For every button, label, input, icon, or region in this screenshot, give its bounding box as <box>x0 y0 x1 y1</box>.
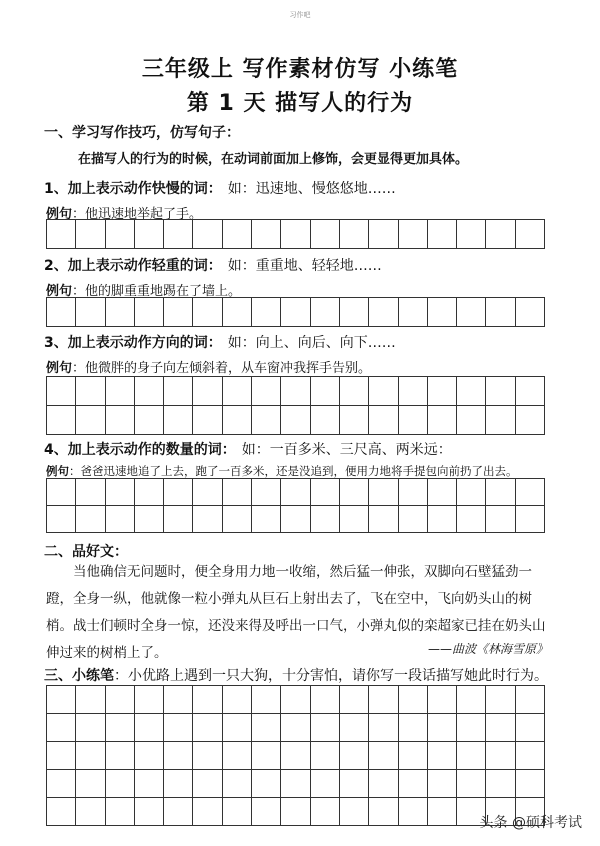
grid-cell[interactable] <box>135 298 164 327</box>
grid-cell[interactable] <box>428 714 457 742</box>
grid-cell[interactable] <box>399 479 428 506</box>
grid-cell[interactable] <box>340 479 369 506</box>
grid-cell[interactable] <box>340 377 369 406</box>
grid-cell[interactable] <box>428 377 457 406</box>
item-3-example <box>46 357 371 376</box>
writing-grid-4[interactable] <box>46 478 545 533</box>
grid-cell[interactable] <box>252 298 281 327</box>
grid-cell[interactable] <box>457 220 486 249</box>
writing-tip: 在描写人的行为的时候，在动词前面加上修饰，会更显得更加具体。 <box>78 152 469 167</box>
grid-cell[interactable] <box>135 770 164 798</box>
grid-cell[interactable] <box>223 298 252 327</box>
grid-cell[interactable] <box>516 770 545 798</box>
grid-cell[interactable] <box>193 798 222 826</box>
grid-cell[interactable] <box>311 377 340 406</box>
grid-cell[interactable] <box>399 298 428 327</box>
grid-cell[interactable] <box>135 742 164 770</box>
grid-cell[interactable] <box>281 377 310 406</box>
grid-cell[interactable] <box>340 686 369 714</box>
grid-cell[interactable] <box>457 686 486 714</box>
grid-cell[interactable] <box>516 742 545 770</box>
grid-cell[interactable] <box>164 479 193 506</box>
grid-cell[interactable] <box>135 686 164 714</box>
grid-cell[interactable] <box>311 686 340 714</box>
grid-cell[interactable] <box>47 506 76 533</box>
grid-cell[interactable] <box>193 406 222 435</box>
grid-cell[interactable] <box>399 406 428 435</box>
grid-cell[interactable] <box>281 742 310 770</box>
grid-cell[interactable] <box>193 479 222 506</box>
writing-grid-2[interactable] <box>46 297 545 327</box>
grid-cell[interactable] <box>311 770 340 798</box>
example-text: ：他迅速地举起了手。 <box>72 207 203 222</box>
grid-cell[interactable] <box>252 506 281 533</box>
item-1-examples: 如：迅速地、慢悠悠地…… <box>227 181 396 197</box>
grid-cell[interactable] <box>47 377 76 406</box>
model-paragraph: 当他确信无问题时，便全身用力地一收缩，然后猛一伸张，双脚向石壁猛劲一蹬，全身一纵，他就像一粒小弹丸从巨石上射出去了，飞在空中，飞向奶头山的树梢。战士们顿时全身一惊，还没来得及呼出一口气，小弹丸似的栾超家已挂在奶头山伸过来的树梢上了。 <box>46 564 546 661</box>
grid-cell[interactable] <box>486 298 515 327</box>
grid-cell[interactable] <box>281 298 310 327</box>
grid-cell[interactable] <box>252 798 281 826</box>
grid-cell[interactable] <box>47 686 76 714</box>
grid-cell[interactable] <box>106 479 135 506</box>
grid-cell[interactable] <box>340 506 369 533</box>
item-2-examples: 如：重重地、轻轻地…… <box>227 258 382 274</box>
grid-cell[interactable] <box>106 220 135 249</box>
grid-cell[interactable] <box>76 479 105 506</box>
grid-cell[interactable] <box>428 798 457 826</box>
grid-cell[interactable] <box>340 714 369 742</box>
grid-cell[interactable] <box>399 714 428 742</box>
item-2-label: 2、加上表示动作轻重的词： <box>44 258 222 274</box>
grid-cell[interactable] <box>281 220 310 249</box>
section1-heading: 一、学习写作技巧，仿写句子： <box>44 125 240 141</box>
grid-cell[interactable] <box>369 377 398 406</box>
grid-cell[interactable] <box>369 798 398 826</box>
grid-cell[interactable] <box>516 406 545 435</box>
grid-cell[interactable] <box>457 479 486 506</box>
grid-cell[interactable] <box>223 770 252 798</box>
grid-cell[interactable] <box>164 714 193 742</box>
grid-cell[interactable] <box>340 798 369 826</box>
grid-cell[interactable] <box>369 686 398 714</box>
grid-cell[interactable] <box>47 298 76 327</box>
grid-cell[interactable] <box>428 506 457 533</box>
grid-cell[interactable] <box>47 798 76 826</box>
item-1-label: 1、加上表示动作快慢的词： <box>44 181 222 197</box>
grid-cell[interactable] <box>486 714 515 742</box>
grid-cell[interactable] <box>76 377 105 406</box>
grid-cell[interactable] <box>106 686 135 714</box>
grid-cell[interactable] <box>47 406 76 435</box>
example-text: ：他微胖的身子向左倾斜着，从车窗冲我挥手告别。 <box>72 361 372 376</box>
grid-cell[interactable] <box>516 506 545 533</box>
grid-cell[interactable] <box>193 220 222 249</box>
grid-cell[interactable] <box>193 714 222 742</box>
grid-cell[interactable] <box>135 220 164 249</box>
grid-cell[interactable] <box>47 742 76 770</box>
grid-cell[interactable] <box>47 479 76 506</box>
grid-cell[interactable] <box>223 479 252 506</box>
item-2-heading <box>44 255 382 275</box>
watermark-footer: 头条 @硕科考试 <box>479 815 582 831</box>
grid-cell[interactable] <box>486 770 515 798</box>
grid-cell[interactable] <box>281 506 310 533</box>
grid-cell[interactable] <box>457 406 486 435</box>
grid-cell[interactable] <box>106 714 135 742</box>
grid-cell[interactable] <box>76 770 105 798</box>
grid-cell[interactable] <box>47 714 76 742</box>
page-subtitle: 第 1 天 描写人的行为 <box>186 91 414 116</box>
grid-cell[interactable] <box>486 220 515 249</box>
grid-cell[interactable] <box>369 298 398 327</box>
item-1-heading <box>44 178 396 198</box>
grid-cell[interactable] <box>252 377 281 406</box>
grid-cell[interactable] <box>193 770 222 798</box>
grid-cell[interactable] <box>106 798 135 826</box>
grid-cell[interactable] <box>223 506 252 533</box>
grid-cell[interactable] <box>106 298 135 327</box>
grid-cell[interactable] <box>516 479 545 506</box>
grid-cell[interactable] <box>369 220 398 249</box>
page-header: 习作吧 <box>289 11 311 19</box>
grid-cell[interactable] <box>340 742 369 770</box>
grid-cell[interactable] <box>428 479 457 506</box>
grid-cell[interactable] <box>193 506 222 533</box>
source-attribution: ——曲波《林海雪原》 <box>427 642 548 656</box>
section2-heading: 二、品好文： <box>44 544 128 560</box>
grid-cell[interactable] <box>516 714 545 742</box>
page-title: 三年级上 写作素材仿写 小练笔 <box>141 57 459 82</box>
grid-cell[interactable] <box>281 686 310 714</box>
grid-cell[interactable] <box>516 298 545 327</box>
grid-cell[interactable] <box>47 770 76 798</box>
grid-cell[interactable] <box>486 742 515 770</box>
grid-cell[interactable] <box>106 406 135 435</box>
grid-cell[interactable] <box>486 377 515 406</box>
grid-cell[interactable] <box>193 298 222 327</box>
grid-cell[interactable] <box>340 298 369 327</box>
grid-cell[interactable] <box>193 377 222 406</box>
grid-cell[interactable] <box>369 714 398 742</box>
grid-cell[interactable] <box>369 479 398 506</box>
grid-cell[interactable] <box>47 220 76 249</box>
grid-cell[interactable] <box>76 298 105 327</box>
grid-cell[interactable] <box>311 506 340 533</box>
grid-cell[interactable] <box>252 714 281 742</box>
grid-cell[interactable] <box>252 770 281 798</box>
grid-cell[interactable] <box>135 714 164 742</box>
writing-grid-1[interactable] <box>46 219 545 249</box>
grid-cell[interactable] <box>106 742 135 770</box>
grid-cell[interactable] <box>311 742 340 770</box>
grid-cell[interactable] <box>486 686 515 714</box>
grid-cell[interactable] <box>311 298 340 327</box>
grid-cell[interactable] <box>252 742 281 770</box>
grid-cell[interactable] <box>76 714 105 742</box>
grid-cell[interactable] <box>223 742 252 770</box>
item-3-label: 3、加上表示动作方向的词： <box>44 335 222 351</box>
grid-cell[interactable] <box>252 220 281 249</box>
writing-grid-3[interactable] <box>46 376 545 435</box>
example-label: 例句 <box>46 361 73 376</box>
grid-cell[interactable] <box>428 770 457 798</box>
grid-cell[interactable] <box>399 686 428 714</box>
grid-cell[interactable] <box>76 406 105 435</box>
grid-cell[interactable] <box>135 506 164 533</box>
grid-cell[interactable] <box>135 798 164 826</box>
grid-cell[interactable] <box>399 770 428 798</box>
grid-cell[interactable] <box>281 770 310 798</box>
grid-cell[interactable] <box>164 220 193 249</box>
grid-cell[interactable] <box>223 798 252 826</box>
grid-cell[interactable] <box>457 714 486 742</box>
grid-cell[interactable] <box>311 406 340 435</box>
grid-cell[interactable] <box>399 220 428 249</box>
grid-cell[interactable] <box>252 686 281 714</box>
grid-cell[interactable] <box>106 377 135 406</box>
grid-cell[interactable] <box>486 406 515 435</box>
grid-cell[interactable] <box>369 742 398 770</box>
grid-cell[interactable] <box>340 770 369 798</box>
grid-cell[interactable] <box>106 770 135 798</box>
item-3-heading <box>44 332 396 352</box>
grid-cell[interactable] <box>135 406 164 435</box>
grid-cell[interactable] <box>516 220 545 249</box>
grid-cell[interactable] <box>76 506 105 533</box>
grid-cell[interactable] <box>457 506 486 533</box>
section3-heading <box>44 665 548 685</box>
grid-cell[interactable] <box>135 377 164 406</box>
grid-cell[interactable] <box>486 479 515 506</box>
grid-cell[interactable] <box>311 798 340 826</box>
item-4-label: 4、加上表示动作的数量的词： <box>44 442 236 458</box>
grid-cell[interactable] <box>428 686 457 714</box>
grid-cell[interactable] <box>106 506 135 533</box>
grid-cell[interactable] <box>164 377 193 406</box>
grid-cell[interactable] <box>223 377 252 406</box>
section3-prompt: ：小优路上遇到一只大狗，十分害怕，请你写一段话描写她此时行为。 <box>114 668 548 684</box>
grid-cell[interactable] <box>516 686 545 714</box>
grid-cell[interactable] <box>369 770 398 798</box>
grid-cell[interactable] <box>311 220 340 249</box>
grid-cell[interactable] <box>340 406 369 435</box>
grid-cell[interactable] <box>193 742 222 770</box>
grid-cell[interactable] <box>223 686 252 714</box>
item-4-examples: 如：一百多米、三尺高、两米远： <box>241 442 452 458</box>
grid-cell[interactable] <box>516 377 545 406</box>
grid-cell[interactable] <box>223 714 252 742</box>
grid-cell[interactable] <box>281 479 310 506</box>
example-text: ：他的脚重重地踢在了墙上。 <box>72 284 242 299</box>
grid-cell[interactable] <box>281 714 310 742</box>
grid-cell[interactable] <box>428 406 457 435</box>
grid-cell[interactable] <box>76 686 105 714</box>
grid-cell[interactable] <box>164 770 193 798</box>
grid-cell[interactable] <box>369 506 398 533</box>
grid-cell[interactable] <box>164 506 193 533</box>
grid-cell[interactable] <box>399 506 428 533</box>
grid-cell[interactable] <box>457 377 486 406</box>
grid-cell[interactable] <box>369 406 398 435</box>
grid-cell[interactable] <box>164 406 193 435</box>
grid-cell[interactable] <box>252 479 281 506</box>
section3-label: 三、小练笔 <box>44 668 114 684</box>
grid-cell[interactable] <box>311 714 340 742</box>
grid-cell[interactable] <box>164 742 193 770</box>
grid-cell[interactable] <box>164 798 193 826</box>
item-4-heading <box>44 439 452 459</box>
writing-grid-5[interactable] <box>46 685 545 826</box>
grid-cell[interactable] <box>223 406 252 435</box>
example-label: 例句 <box>46 207 73 222</box>
grid-cell[interactable] <box>252 406 281 435</box>
grid-cell[interactable] <box>164 298 193 327</box>
grid-cell[interactable] <box>428 220 457 249</box>
grid-cell[interactable] <box>135 479 164 506</box>
grid-cell[interactable] <box>76 220 105 249</box>
item-4-example <box>46 463 518 479</box>
grid-cell[interactable] <box>76 798 105 826</box>
grid-cell[interactable] <box>486 506 515 533</box>
grid-cell[interactable] <box>428 298 457 327</box>
grid-cell[interactable] <box>428 742 457 770</box>
grid-cell[interactable] <box>281 798 310 826</box>
grid-cell[interactable] <box>311 479 340 506</box>
grid-cell[interactable] <box>457 298 486 327</box>
grid-cell[interactable] <box>193 686 222 714</box>
grid-cell[interactable] <box>399 377 428 406</box>
example-label: 例句 <box>46 284 73 299</box>
grid-cell[interactable] <box>223 220 252 249</box>
grid-cell[interactable] <box>457 742 486 770</box>
grid-cell[interactable] <box>281 406 310 435</box>
example-text: ：爸爸迅速地追了上去，跑了一百多米，还是没追到，便用力地将手提包向前扔了出去。 <box>69 464 518 478</box>
grid-cell[interactable] <box>399 798 428 826</box>
grid-cell[interactable] <box>340 220 369 249</box>
grid-cell[interactable] <box>164 686 193 714</box>
example-label: 例句 <box>46 464 69 478</box>
grid-cell[interactable] <box>457 770 486 798</box>
item-3-examples: 如：向上、向后、向下…… <box>227 335 396 351</box>
grid-cell[interactable] <box>76 742 105 770</box>
grid-cell[interactable] <box>399 742 428 770</box>
